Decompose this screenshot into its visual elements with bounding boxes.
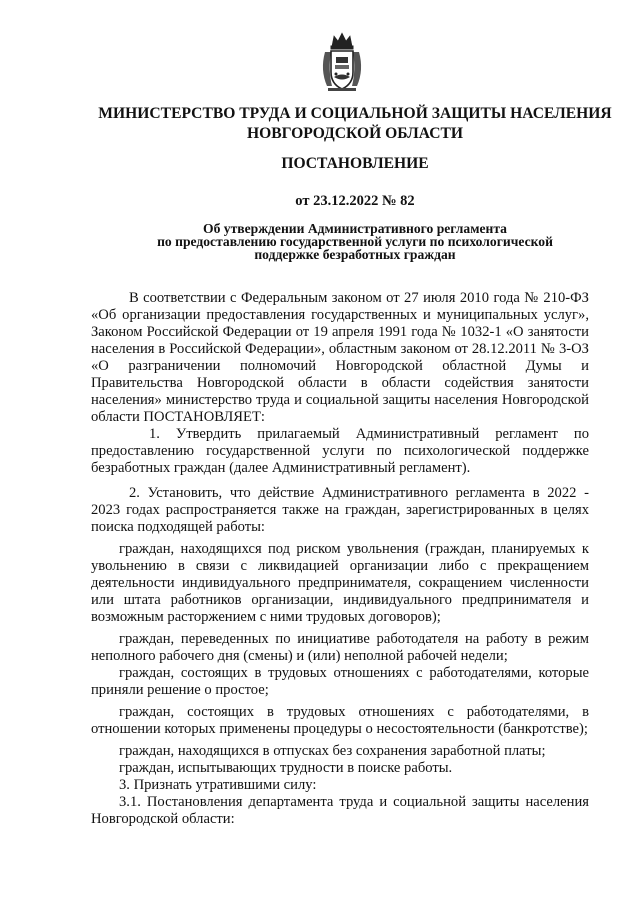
item-3-paragraph: 3. Признать утратившими силу:: [119, 777, 317, 793]
ministry-name: [60, 104, 635, 144]
document-type: ПОСТАНОВЛЕНИЕ: [281, 155, 429, 172]
document-body: [91, 290, 589, 828]
subject-line-1: Об утверждении Административного регламента: [203, 221, 507, 236]
ministry-line-1: МИНИСТЕРСТВО ТРУДА И СОЦИАЛЬНОЙ ЗАЩИТЫ НАСЕЛЕНИЯ: [98, 105, 612, 122]
item-1-paragraph: 1. Утвердить прилагаемый Административный регламент по предоставлению государственной услуги по психологической поддержке безработных граждан (далее Административный регламент).: [91, 426, 589, 476]
item-3-1-paragraph: 3.1. Постановления департамента труда и социальной защиты населения Новгородской области:: [91, 794, 589, 827]
preamble-paragraph: В соответствии с Федеральным законом от 27 июля 2010 года № 210-ФЗ «Об организации предоставления государственных и муниципальных услуг», Законом Российской Федерации от 19 апреля 1991 года № 1032-1 «О занятости населения в Российской Федерации», областным законом от 28.12.2011 № 3-ОЗ «О разграничении полномочий Новгородской областной Думы и Правительства Новгородской области в области содействия занятости населения» министерство труда и социальной защиты населения Новгородской области ПОСТАНОВЛЯЕТ:: [91, 290, 589, 425]
item-2-list-entry: граждан, находящихся под риском увольнения (граждан, планируемых к увольнению в связи с ликвидацией организации либо с прекращением деятельности индивидуального предпринимателя, сокращением численности или штата работников организации, индивидуального предпринимателя и возможным расторжением с ними трудовых договоров);: [91, 541, 589, 625]
subject-line-3: поддержке безработных граждан: [254, 247, 456, 262]
novgorod-coat-of-arms-icon: [316, 30, 368, 94]
subject-line-2: по предоставлению государственной услуги по психологической: [157, 234, 553, 249]
item-2-list-entry: граждан, состоящих в трудовых отношениях с работодателями, в отношении которых применены процедуры о несостоятельности (банкротстве);: [91, 704, 589, 737]
document-subject: [60, 222, 635, 261]
item-2-list-entry: граждан, испытывающих трудности в поиске работы.: [119, 760, 453, 776]
ministry-line-2: НОВГОРОДСКОЙ ОБЛАСТИ: [246, 125, 464, 142]
item-2-paragraph: 2. Установить, что действие Административного регламента в 2022 - 2023 годах распространяется также на граждан, зарегистрированных в целях поиска подходящей работы:: [91, 485, 589, 535]
item-2-list-entry: граждан, переведенных по инициативе работодателя на работу в режим неполного рабочего дня (смены) и (или) неполной рабочей недели;: [91, 631, 589, 664]
document-date-number: от 23.12.2022 № 82: [295, 193, 415, 209]
item-2-list-entry: граждан, находящихся в отпусках без сохранения заработной платы;: [119, 743, 546, 759]
item-2-list-entry: граждан, состоящих в трудовых отношениях с работодателями, которые приняли решение о простое;: [91, 665, 589, 698]
